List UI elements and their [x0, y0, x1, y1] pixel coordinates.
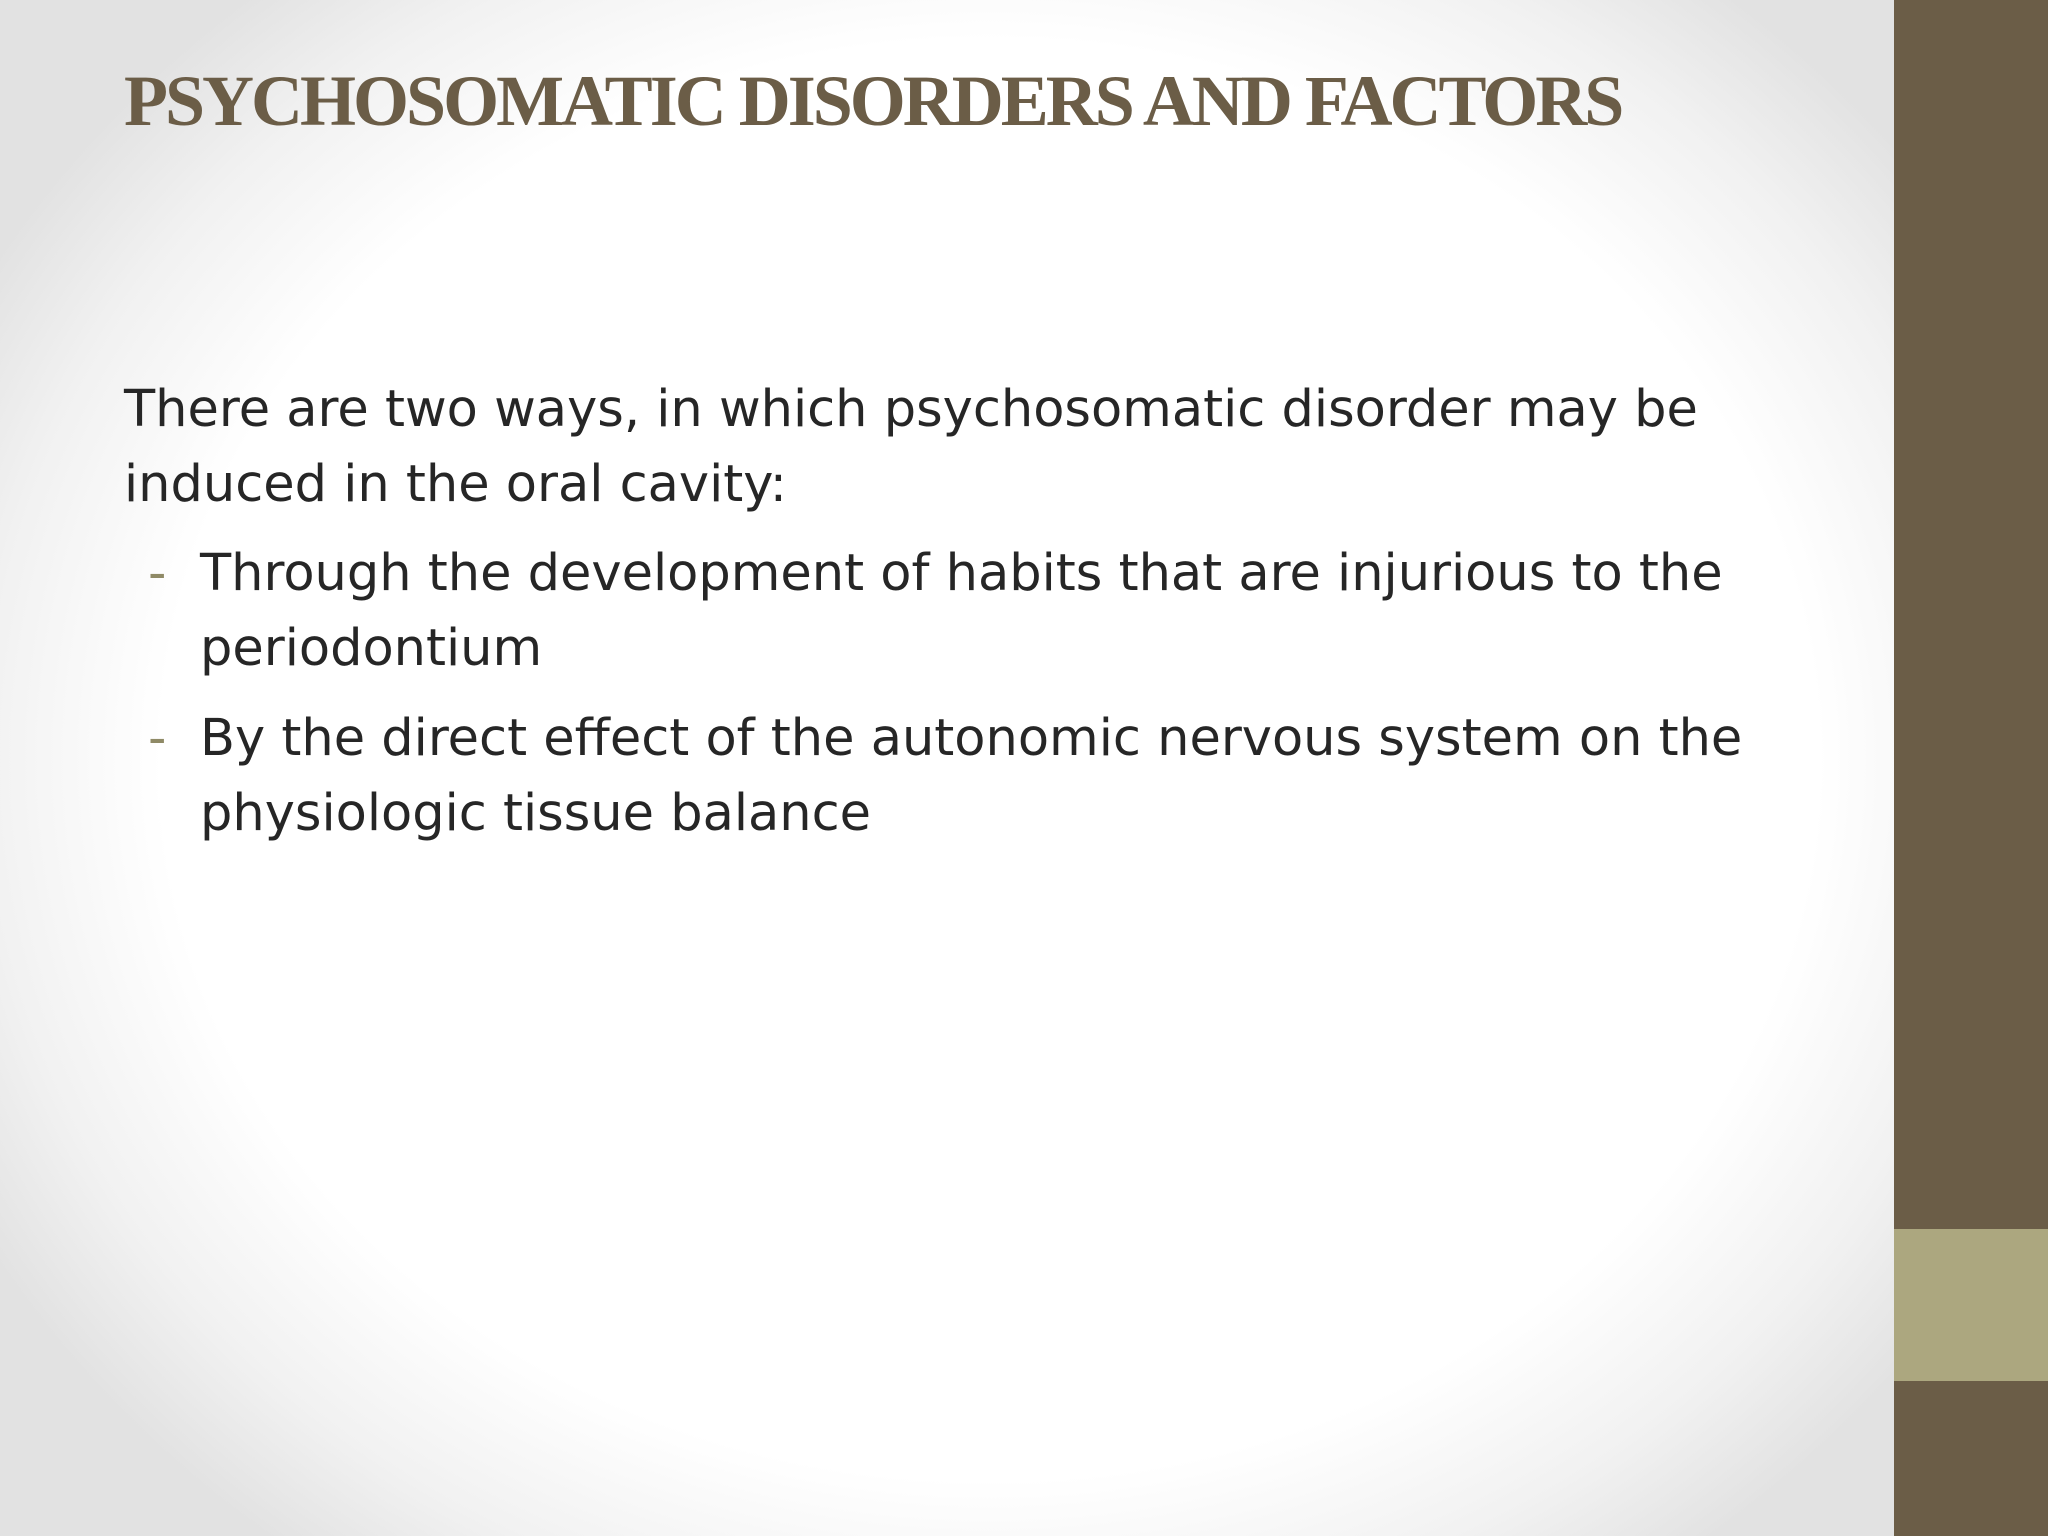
bullet-dash: -: [148, 544, 167, 603]
bullet-list: [124, 536, 1784, 851]
list-item: [124, 701, 1784, 851]
bullet-text: Through the development of habits that are injurious to the periodontium: [200, 544, 1723, 678]
bullet-dash: -: [148, 709, 167, 768]
slide-content: [124, 372, 1784, 866]
slide-title: PSYCHOSOMATIC DISORDERS AND FACTORS: [124, 61, 1622, 141]
bullet-text: By the direct effect of the autonomic nervous system on the physiologic tissue balance: [200, 709, 1743, 843]
intro-paragraph: There are two ways, in which psychosomatic disorder may be induced in the oral cavity:: [124, 380, 1698, 514]
list-item: [124, 536, 1784, 686]
decorative-side-bar-accent: [1894, 1229, 2048, 1381]
